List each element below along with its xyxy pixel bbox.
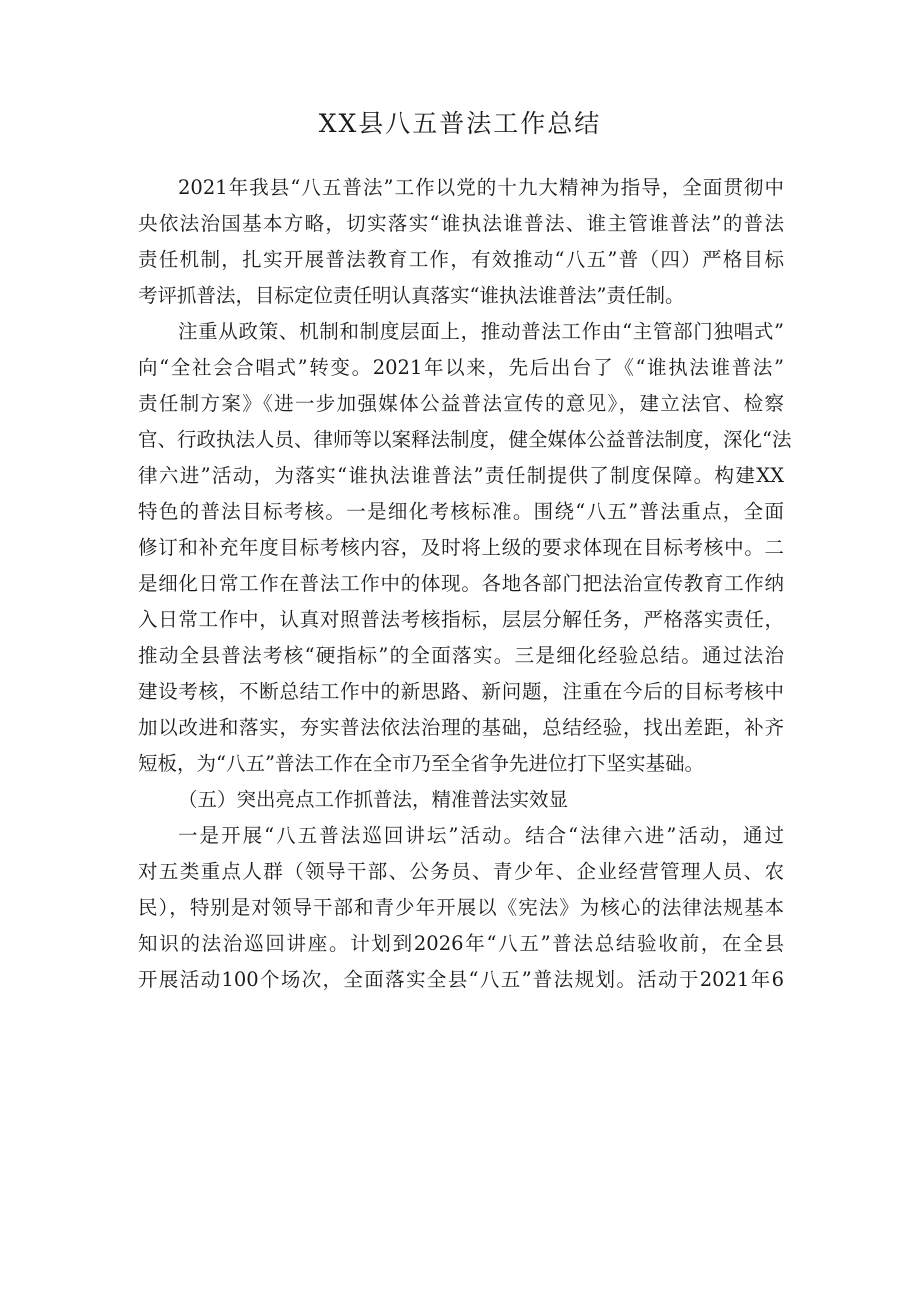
text-line: 短板，为“八五”普法工作在全市乃至全省争先进位打下坚实基础。 — [138, 752, 704, 775]
text-line: 一是开展“八五普法巡回讲坛”活动。结合“法律六进”活动，通过 — [178, 824, 784, 847]
text-line: 律六进”活动，为落实“谁执法谁普法”责任制提供了制度保障。构建XX — [138, 464, 784, 487]
text-line: 央依法治国基本方略，切实落实“谁执法谁普法、谁主管谁普法”的普法 — [138, 212, 784, 235]
intro-paragraph — [138, 170, 784, 314]
document-body — [138, 170, 792, 998]
text-line: 责任制方案》《进一步加强媒体公益普法宣传的意见》，建立法官、检察 — [138, 392, 784, 415]
lecture-paragraph — [138, 818, 784, 998]
document-title: XX县八五普法工作总结 — [318, 109, 602, 138]
text-line: 入日常工作中，认真对照普法考核指标，层层分解任务，严格落实责任， — [138, 608, 784, 631]
text-line: 开展活动100个场次，全面落实全县“八五”普法规划。活动于2021年6 — [138, 968, 784, 991]
text-line: 民），特别是对领导干部和青少年开展以《宪法》为核心的法律法规基本 — [138, 896, 784, 919]
text-line: 建设考核，不断总结工作中的新思路、新问题，注重在今后的目标考核中 — [138, 680, 784, 703]
text-line: 责任机制，扎实开展普法教育工作，有效推动“八五”普（四）严格目标 — [138, 248, 784, 271]
text-line: 加以改进和落实，夯实普法依法治理的基础，总结经验，找出差距，补齐 — [138, 716, 784, 739]
text-line: 特色的普法目标考核。一是细化考核标准。围绕“八五”普法重点，全面 — [138, 500, 784, 523]
policy-paragraph — [138, 314, 792, 782]
text-line: 是细化日常工作在普法工作中的体现。各地各部门把法治宣传教育工作纳 — [138, 572, 784, 595]
text-line: 知识的法治巡回讲座。计划到2026年“八五”普法总结验收前，在全县 — [138, 932, 784, 955]
text-line: 注重从政策、机制和制度层面上，推动普法工作由“主管部门独唱式” — [178, 320, 784, 343]
section-heading — [138, 782, 784, 818]
text-line: 2021年我县“八五普法”工作以党的十九大精神为指导，全面贯彻中 — [178, 176, 784, 199]
text-line: 修订和补充年度目标考核内容，及时将上级的要求体现在目标考核中。二 — [138, 536, 784, 559]
text-line: 推动全县普法考核“硬指标”的全面落实。三是细化经验总结。通过法治 — [138, 644, 784, 667]
text-line: 向“全社会合唱式”转变。2021年以来，先后出台了《“谁执法谁普法” — [138, 356, 784, 379]
section-heading-text: （五）突出亮点工作抓普法，精准普法实效显 — [178, 788, 569, 811]
text-line: 考评抓普法，目标定位责任明认真落实“谁执法谁普法”责任制。 — [138, 284, 685, 307]
text-line: 对五类重点人群（领导干部、公务员、青少年、企业经营管理人员、农 — [138, 860, 784, 883]
text-line: 官、行政执法人员、律师等以案释法制度，健全媒体公益普法制度，深化“法 — [138, 428, 792, 451]
